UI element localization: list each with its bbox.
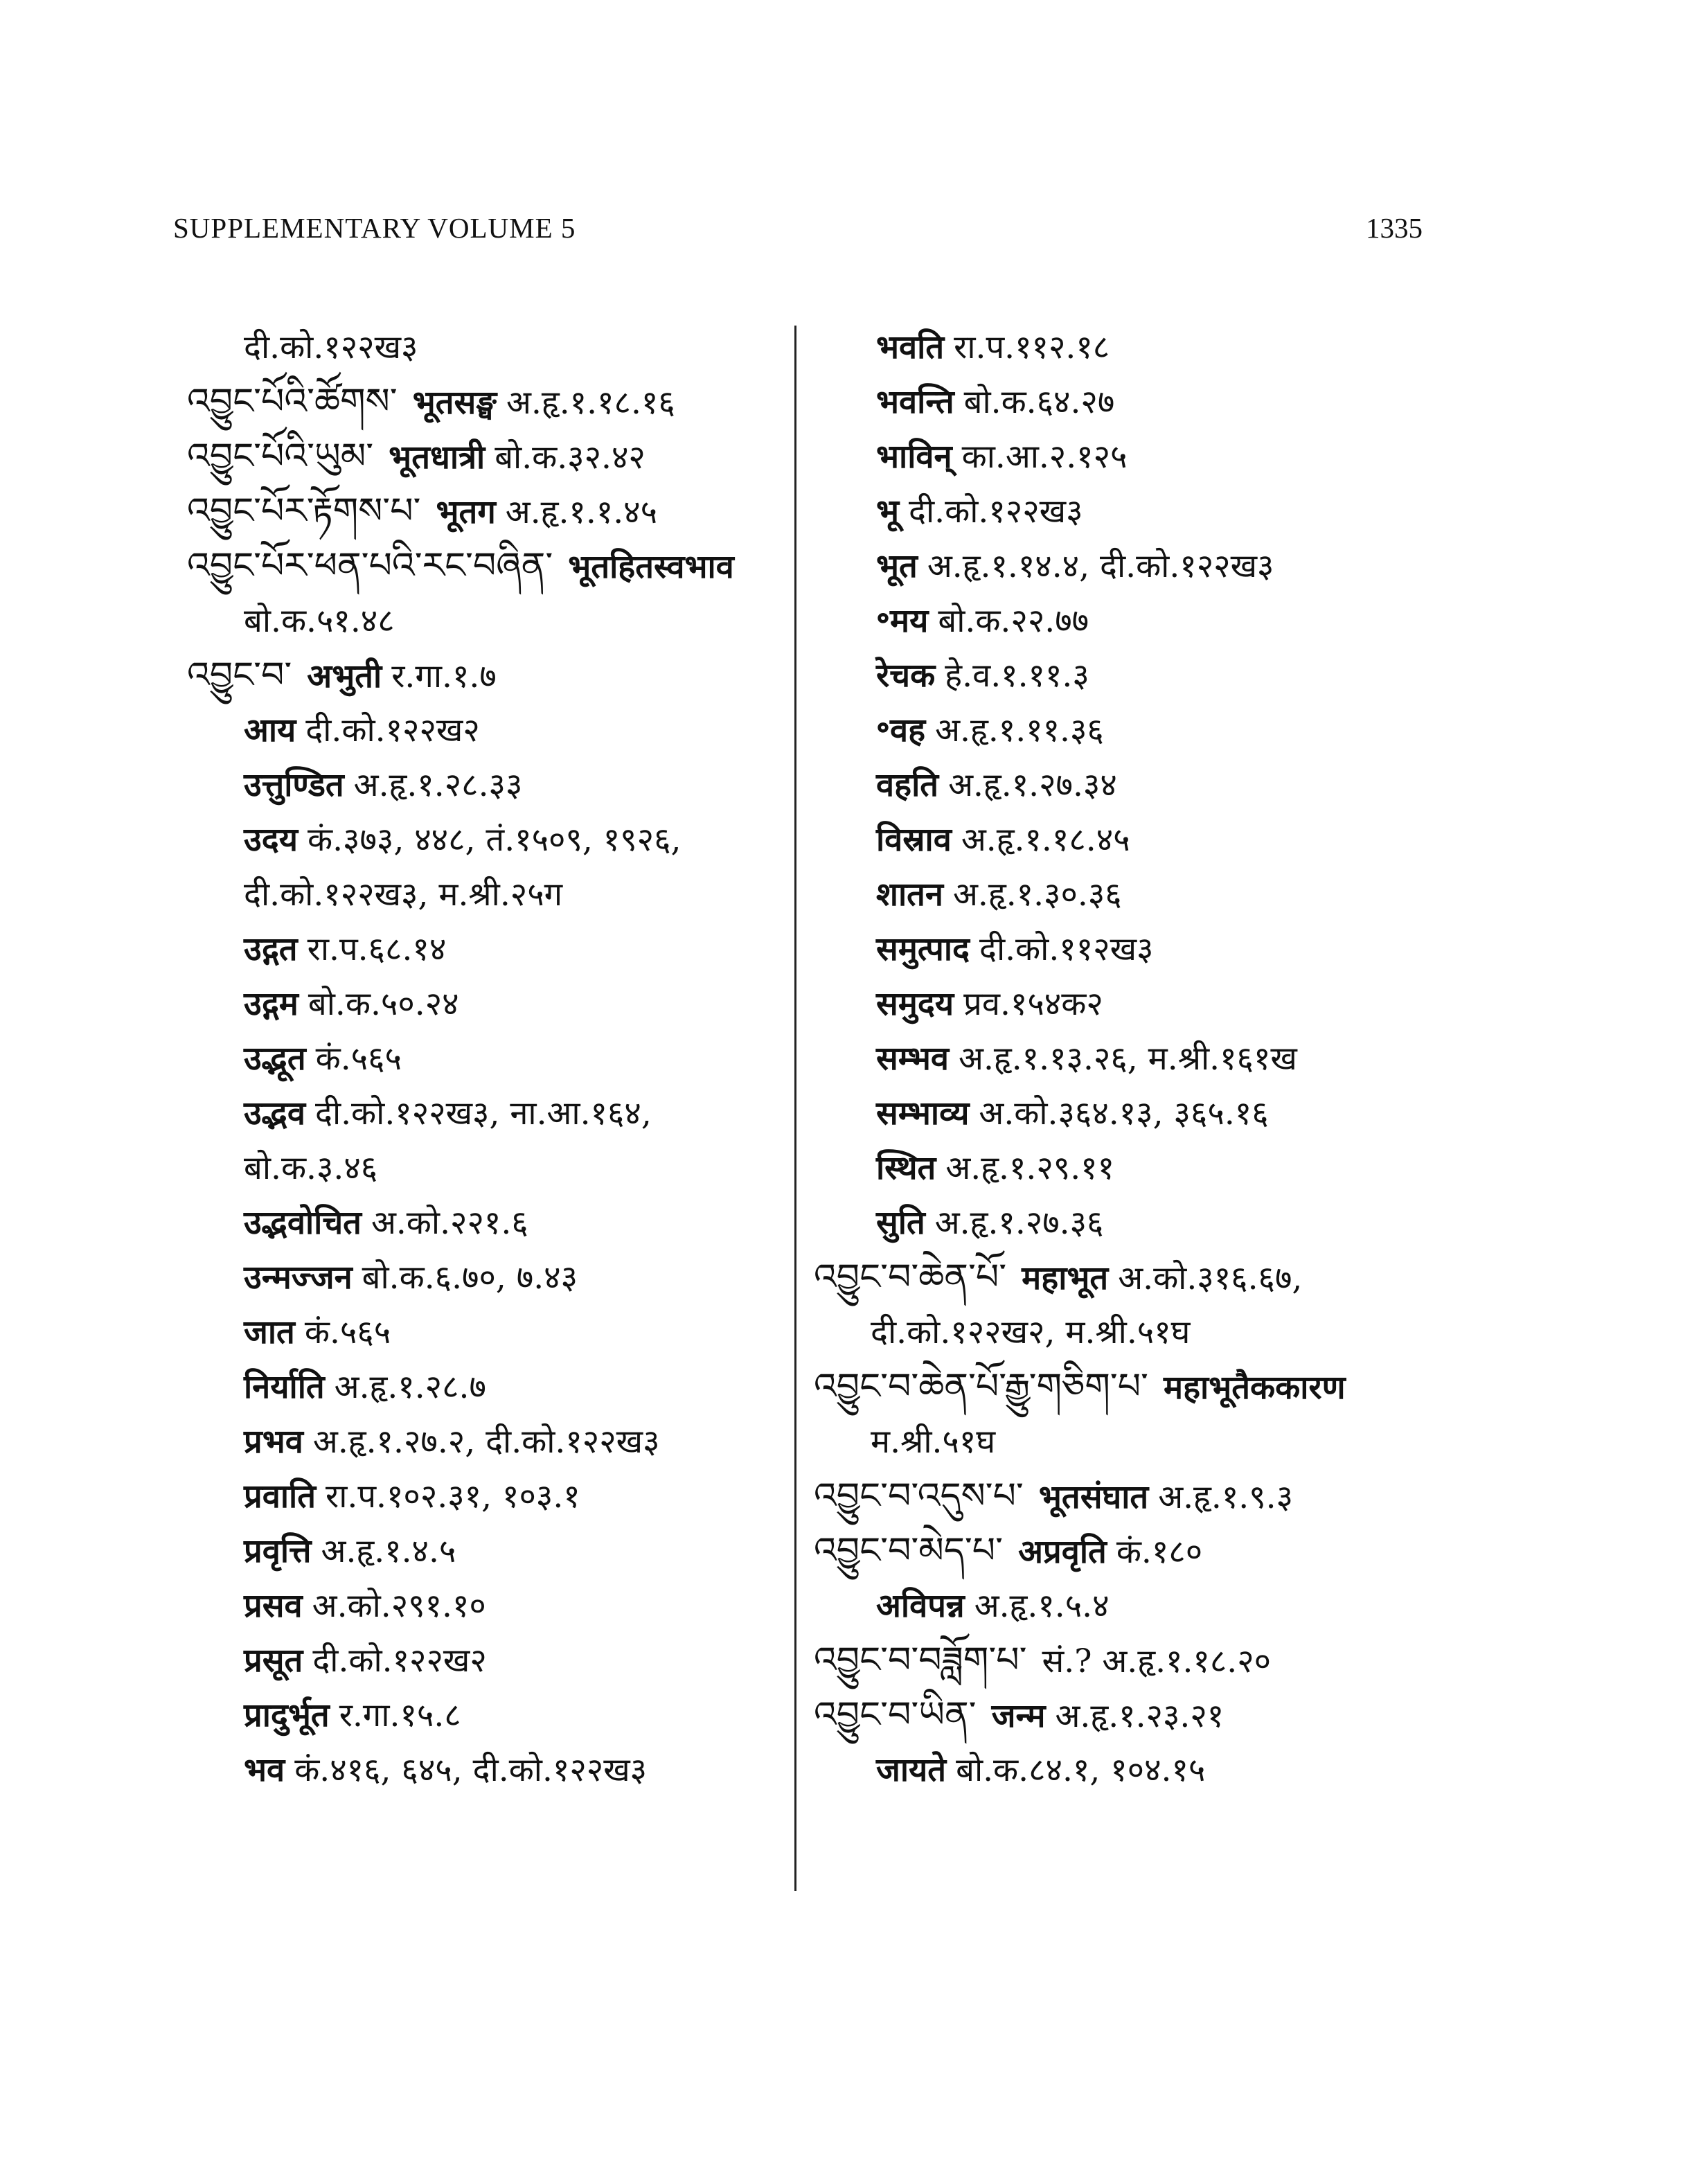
sanskrit-headword: भाविन्	[876, 438, 952, 476]
sanskrit-headword: उद्गम	[244, 985, 299, 1023]
sanskrit-headword: प्रवाति	[244, 1477, 317, 1516]
dictionary-line	[187, 1414, 783, 1469]
dictionary-line	[187, 375, 783, 429]
citation-reference: दी.को.१२२ख२	[312, 1642, 487, 1680]
citation-reference: अ.को.३१६.६७,	[1118, 1259, 1303, 1297]
citation-reference: दी.को.११२ख३	[979, 930, 1154, 968]
right-column	[814, 320, 1589, 1797]
dictionary-line	[187, 429, 783, 484]
tibetan-term: འབྱུང་བ་འདུས་པ་	[814, 1475, 1024, 1517]
dictionary-line	[814, 1743, 1589, 1797]
citation-reference: कं.४१६, ६४५, दी.को.१२२ख३	[294, 1751, 648, 1789]
sanskrit-headword: भवति	[876, 328, 945, 366]
citation-reference: दी.को.१२२ख३	[909, 492, 1083, 531]
sanskrit-headword: शातन	[876, 876, 944, 914]
dictionary-line	[187, 977, 783, 1031]
citation-reference: अ.हृ.१.५.४	[974, 1587, 1110, 1625]
dictionary-line	[814, 375, 1589, 429]
citation-reference: दी.को.१२२ख३	[244, 328, 418, 366]
dictionary-line	[187, 594, 783, 648]
citation-reference: बो.क.६.७०, ७.४३	[362, 1259, 578, 1297]
citation-reference: दी.को.१२२ख३, म.श्री.२५ग	[244, 876, 563, 914]
tibetan-term: འབྱུང་བ་ཆེན་པོ་རྒྱུ་གཅིག་པ་	[814, 1366, 1148, 1408]
dictionary-line	[814, 1688, 1589, 1743]
dictionary-line	[814, 1633, 1589, 1688]
citation-reference: का.आ.२.१२५	[961, 438, 1128, 476]
citation-reference: कं.५६५	[315, 1040, 402, 1078]
sanskrit-headword: प्रसव	[244, 1587, 303, 1625]
dictionary-line	[187, 813, 783, 867]
citation-reference: अ.हृ.१.१३.२६, म.श्री.१६१ख	[959, 1040, 1297, 1078]
sanskrit-headword: प्रवृत्ति	[244, 1532, 312, 1570]
sanskrit-headword: ॰मय	[876, 602, 929, 640]
left-column	[187, 320, 783, 1797]
sanskrit-headword: भू	[876, 492, 900, 531]
dictionary-line	[814, 703, 1589, 758]
dictionary-line	[814, 484, 1589, 539]
citation-reference: र.गा.१.७	[391, 657, 497, 695]
citation-reference: बो.क.३२.४२	[495, 438, 645, 477]
sanskrit-headword: जात	[244, 1313, 295, 1351]
sanskrit-headword: उद्भवोचित	[244, 1204, 362, 1242]
sanskrit-headword: महाभूतैककारण	[1163, 1369, 1346, 1407]
sanskrit-headword: महाभूत	[1022, 1259, 1109, 1297]
citation-reference: अ.हृ.१.१.४५	[505, 493, 658, 531]
sanskrit-headword: भूतधात्री	[389, 438, 486, 477]
citation-reference: बो.क.५०.२४	[308, 985, 459, 1023]
citation-reference: कं.५६५	[304, 1313, 391, 1351]
citation-reference: दी.को.१२२ख३, ना.आ.१६४,	[314, 1094, 652, 1133]
citation-reference: रा.प.११२.१८	[954, 328, 1110, 366]
sanskrit-headword: भूतग	[436, 493, 496, 531]
dictionary-line	[187, 1360, 783, 1414]
tibetan-term: འབྱུང་པོའི་ཚོགས་	[187, 381, 398, 423]
citation-reference: बो.क.२२.७७	[938, 602, 1089, 640]
dictionary-line	[187, 320, 783, 375]
sanskrit-headword: जन्म	[991, 1697, 1046, 1735]
dictionary-line	[187, 922, 783, 977]
citation-reference: अ.हृ.१.२८.३३	[353, 766, 523, 804]
dictionary-line	[187, 1579, 783, 1633]
dictionary-line	[187, 1141, 783, 1196]
sanskrit-headword: उन्मज्जन	[244, 1259, 353, 1297]
citation-reference: बो.क.३.४६	[244, 1149, 378, 1187]
tibetan-term: འབྱུང་པོར་ཕན་པའི་རང་བཞིན་	[187, 545, 553, 587]
citation-reference: अ.हृ.१.२७.३६	[934, 1204, 1104, 1242]
dictionary-line	[814, 1086, 1589, 1141]
dictionary-line	[814, 1360, 1589, 1414]
dictionary-line	[814, 1305, 1589, 1360]
dictionary-line	[814, 977, 1589, 1031]
dictionary-line	[814, 429, 1589, 484]
citation-reference: अ.हृ.१.२७.२, दी.को.१२२ख३	[312, 1423, 660, 1461]
citation-reference: दी.को.१२२ख२, म.श्री.५१घ	[871, 1313, 1191, 1351]
dictionary-line	[814, 1579, 1589, 1633]
citation-reference: अ.हृ.१.२९.११	[945, 1149, 1115, 1187]
dictionary-line	[814, 1469, 1589, 1524]
dictionary-line	[187, 1250, 783, 1305]
dictionary-line	[814, 867, 1589, 922]
sanskrit-headword: भूतहितस्वभाव	[568, 548, 734, 586]
dictionary-line	[814, 813, 1589, 867]
citation-reference: दी.को.१२२ख२	[305, 711, 480, 749]
sanskrit-headword: भूतसङ्घ	[412, 384, 497, 422]
tibetan-term: འབྱུང་པོའི་ཡུམ་	[187, 436, 374, 477]
dictionary-line	[814, 320, 1589, 375]
sanskrit-headword: ॰वह	[876, 711, 926, 749]
sanskrit-headword: सम्भाव्य	[876, 1094, 970, 1133]
dictionary-line	[187, 1305, 783, 1360]
sanskrit-headword: निर्याति	[244, 1368, 325, 1406]
dictionary-line	[814, 594, 1589, 648]
dictionary-line	[187, 1633, 783, 1688]
citation-reference: कं.३७३, ४४८, तं.१५०९, १९२६,	[307, 821, 682, 859]
dictionary-line	[814, 758, 1589, 813]
dictionary-line	[814, 648, 1589, 703]
citation-reference: अ.को.३६४.१३, ३६५.१६	[979, 1094, 1269, 1133]
citation-reference: बो.क.५१.४८	[244, 602, 395, 640]
sanskrit-headword: अप्रवृति	[1018, 1533, 1107, 1571]
citation-reference: प्रव.१५४क२	[963, 985, 1103, 1023]
citation-reference: अ.हृ.१.११.३६	[935, 711, 1104, 749]
dictionary-line	[814, 1196, 1589, 1250]
citation-reference: बो.क.६४.२७	[963, 383, 1115, 421]
citation-reference: अ.हृ.१.४.५	[321, 1532, 456, 1570]
dictionary-line	[814, 539, 1589, 594]
dictionary-line	[187, 1196, 783, 1250]
citation-reference: अ.हृ.१.१८.४५	[961, 821, 1130, 859]
citation-reference: अ.हृ.१.९.३	[1158, 1478, 1294, 1516]
sanskrit-headword: सुति	[876, 1204, 925, 1242]
sanskrit-headword: उत्तुण्डित	[244, 766, 344, 804]
dictionary-line	[187, 758, 783, 813]
dictionary-line	[187, 867, 783, 922]
citation-reference: अ.हृ.१.२८.७	[334, 1368, 486, 1406]
sanskrit-headword: भूतसंघात	[1038, 1478, 1149, 1516]
sanskrit-headword: उद्भूत	[244, 1040, 306, 1078]
citation-reference: सं.? अ.हृ.१.१८.२०	[1042, 1642, 1272, 1680]
sanskrit-headword: प्रादुर्भूत	[244, 1696, 330, 1734]
tibetan-term: འབྱུང་བ་མེད་པ་	[814, 1530, 1004, 1572]
dictionary-line	[187, 1524, 783, 1579]
sanskrit-headword: वहति	[876, 766, 939, 804]
sanskrit-headword: उद्गत	[244, 930, 298, 968]
citation-reference: अ.को.२२१.६	[371, 1204, 528, 1242]
citation-reference: अ.को.२९१.१०	[312, 1587, 486, 1625]
column-divider	[794, 326, 796, 1891]
dictionary-line	[187, 648, 783, 703]
sanskrit-headword: उदय	[244, 821, 298, 859]
citation-reference: अ.हृ.१.२३.२१	[1055, 1697, 1224, 1735]
page-number: 1335	[1366, 212, 1423, 244]
sanskrit-headword: विस्राव	[876, 821, 952, 859]
sanskrit-headword: रेचक	[876, 657, 936, 695]
sanskrit-headword: भवन्ति	[876, 383, 954, 421]
sanskrit-headword: प्रसूत	[244, 1642, 303, 1680]
sanskrit-headword: समुत्पाद	[876, 930, 970, 968]
sanskrit-headword: उद्भव	[244, 1094, 305, 1133]
tibetan-term: འབྱུང་པོར་རྟོགས་པ་	[187, 490, 421, 532]
tibetan-term: འབྱུང་བ་	[187, 655, 292, 696]
dictionary-line	[187, 1743, 783, 1797]
citation-reference: रा.प.१०२.३१, १०३.१	[326, 1477, 580, 1516]
dictionary-line	[187, 1688, 783, 1743]
sanskrit-headword: समुदय	[876, 985, 954, 1023]
dictionary-line	[187, 703, 783, 758]
dictionary-line	[187, 1031, 783, 1086]
sanskrit-headword: भूत	[876, 547, 918, 585]
citation-reference: म.श्री.५१घ	[871, 1423, 996, 1461]
citation-reference: अ.हृ.१.१४.४, दी.को.१२२ख३	[927, 547, 1274, 585]
dictionary-line	[187, 539, 783, 594]
citation-reference: र.गा.१५.८	[339, 1696, 461, 1734]
sanskrit-headword: सम्भव	[876, 1040, 950, 1078]
citation-reference: अ.हृ.१.३०.३६	[953, 876, 1122, 914]
tibetan-term: འབྱུང་བ་བཟློག་པ་	[814, 1640, 1027, 1681]
dictionary-line	[814, 1414, 1589, 1469]
citation-reference: बो.क.८४.१, १०४.१५	[956, 1751, 1206, 1789]
sanskrit-headword: अभुती	[307, 657, 382, 695]
citation-reference: रा.प.६८.१४	[307, 930, 447, 968]
sanskrit-headword: जायते	[876, 1751, 947, 1789]
citation-reference: अ.हृ.१.१८.१६	[506, 384, 675, 422]
dictionary-line	[814, 1031, 1589, 1086]
sanskrit-headword: भव	[244, 1751, 285, 1789]
tibetan-term: འབྱུང་བ་ཡིན་	[814, 1694, 977, 1736]
dictionary-line	[187, 1469, 783, 1524]
sanskrit-headword: अविपन्न	[876, 1587, 965, 1625]
sanskrit-headword: आय	[244, 711, 296, 749]
citation-reference: अ.हृ.१.२७.३४	[948, 766, 1117, 804]
sanskrit-headword: प्रभव	[244, 1423, 303, 1461]
dictionary-line	[814, 922, 1589, 977]
dictionary-line	[187, 1086, 783, 1141]
tibetan-term: འབྱུང་བ་ཆེན་པོ་	[814, 1257, 1007, 1298]
dictionary-line	[187, 484, 783, 539]
sanskrit-headword: स्थित	[876, 1149, 936, 1187]
citation-reference: हे.व.१.११.३	[945, 657, 1089, 695]
running-header-title: SUPPLEMENTARY VOLUME 5	[173, 212, 576, 244]
dictionary-line	[814, 1250, 1589, 1305]
citation-reference: कं.१८०	[1116, 1533, 1203, 1571]
dictionary-line	[814, 1524, 1589, 1579]
dictionary-line	[814, 1141, 1589, 1196]
